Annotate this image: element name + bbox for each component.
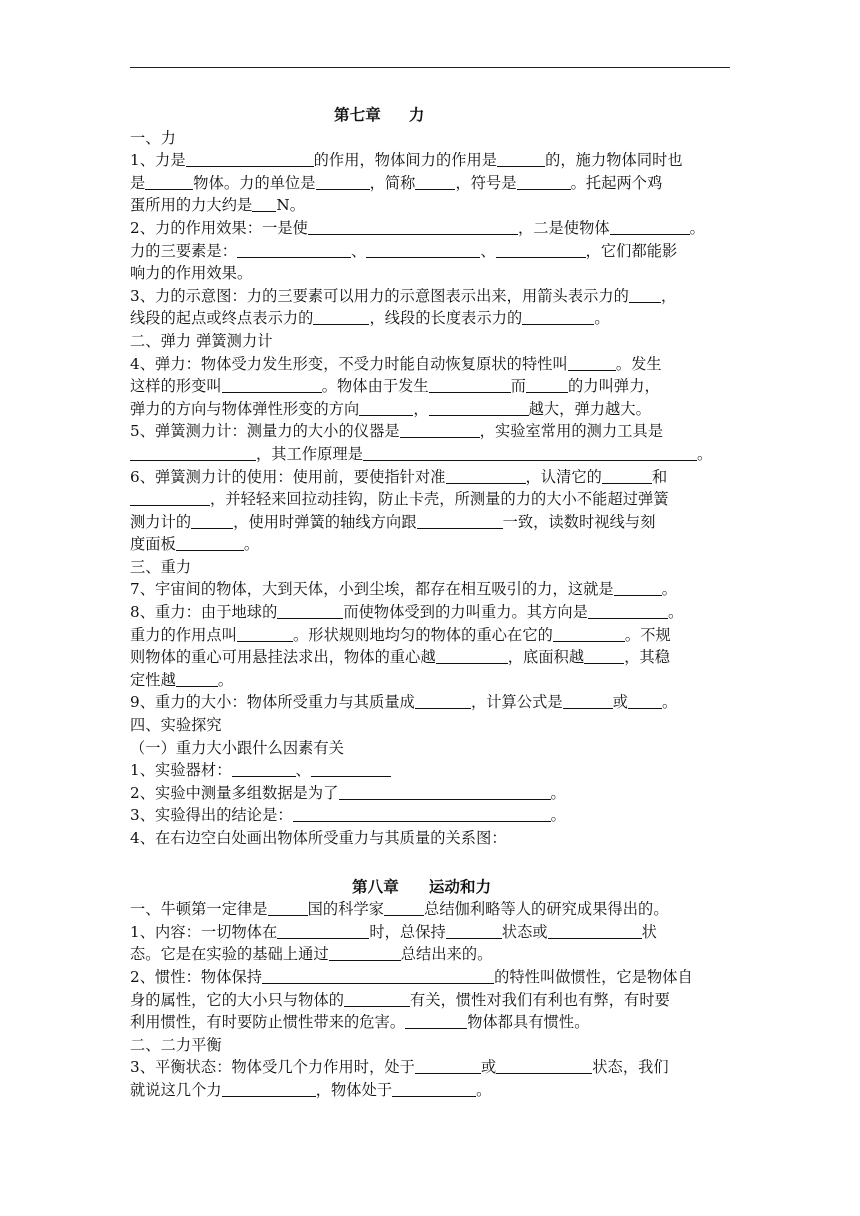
- blank[interactable]: [614, 580, 662, 596]
- blank[interactable]: [429, 400, 529, 416]
- ch8-q2-line-1: 2、惯性：物体保持 的特性叫做惯性，它是物体自: [130, 967, 693, 986]
- blank[interactable]: [446, 468, 526, 484]
- blank[interactable]: [186, 151, 314, 167]
- document-body: [130, 104, 730, 1102]
- blank[interactable]: [363, 445, 697, 461]
- blank[interactable]: [497, 151, 545, 167]
- blank[interactable]: [392, 1081, 476, 1097]
- chapter-8-number: 第八章: [352, 876, 399, 896]
- q3-line-1: 3、力的示意图：力的三要素可以用力的示意图表示出来，用箭头表示力的 ，: [130, 286, 677, 305]
- blank[interactable]: [237, 626, 293, 642]
- q3-line-2: 线段的起点或终点表示力的 ，线段的长度表示力的 。: [130, 309, 610, 328]
- q2-line-3: 响力的作用效果。: [130, 264, 253, 283]
- blank[interactable]: [517, 174, 571, 190]
- blank[interactable]: [308, 219, 518, 235]
- e4-line: 4、在右边空白处画出物体所受重力与其质量的关系图：: [130, 829, 507, 847]
- blank[interactable]: [602, 468, 652, 484]
- blank[interactable]: [400, 422, 480, 438]
- q5-line-2: ，其工作原理是 。: [130, 443, 730, 466]
- blank[interactable]: [130, 445, 256, 461]
- blank[interactable]: [277, 603, 343, 619]
- blank[interactable]: [548, 923, 642, 939]
- blank[interactable]: [237, 242, 351, 258]
- q5-line-1: 5、弹簧测力计：测量力的大小的仪器是 ，实验室常用的测力工具是: [130, 422, 664, 441]
- ch8-q1-line-2: 态。它是在实验的基础上通过 总结出来的。: [130, 945, 493, 964]
- blank[interactable]: [417, 513, 503, 529]
- chapter-gap: [130, 850, 730, 876]
- q8-line-2: 重力的作用点叫 。形状规则地均匀的物体的重心在它的 。不规: [130, 625, 671, 644]
- blank[interactable]: [384, 900, 424, 916]
- q6-line-3: 测力计的 ，使用时弹簧的轴线方向跟 一致，读数时视线与刻: [130, 512, 656, 531]
- q8-line-1: 8、重力：由于地球的 而使物体受到的力叫重力。其方向是 。: [130, 603, 684, 622]
- ch8-q3-line-1: 3、平衡状态：物体受几个力作用时，处于 或 状态，我们: [130, 1058, 669, 1077]
- q1-line-1: 1、力是 的作用，物体间力的作用是 的，施力物体同时也: [130, 151, 683, 170]
- blank[interactable]: [446, 923, 502, 939]
- blank[interactable]: [588, 603, 668, 619]
- blank[interactable]: [145, 174, 193, 190]
- q4-line-2: 这样的形变叫 。物体由于发生 而 的力叫弹力，: [130, 377, 660, 396]
- q6-line-2: ，并轻轻来回拉动挂钩，防止卡壳，所测量的力的大小不能超过弹簧: [130, 488, 730, 511]
- blank[interactable]: [344, 991, 410, 1007]
- blank[interactable]: [176, 535, 244, 551]
- blank[interactable]: [415, 174, 455, 190]
- blank[interactable]: [316, 174, 370, 190]
- chapter-8-name: 运动和力: [428, 876, 492, 896]
- section-elastic-force: 二、弹力 弹簧测力计: [130, 331, 273, 350]
- ch8-q2-line-2: 身的属性，它的大小只与物体的 有关，惯性对我们有利也有弊，有时要: [130, 990, 670, 1009]
- subsection-gravity-factors: （一）重力大小跟什么因素有关: [130, 738, 345, 757]
- blank[interactable]: [568, 355, 616, 371]
- section-equilibrium: 二、二力平衡: [130, 1035, 222, 1054]
- q8-line-4: 定性越 。: [130, 670, 234, 689]
- q9-line-1: 9、重力的大小：物体所受重力与其质量成 ，计算公式是 或 。: [130, 693, 678, 712]
- blank[interactable]: [277, 923, 369, 939]
- chapter-7-title: [130, 104, 730, 127]
- blank[interactable]: [176, 671, 218, 687]
- ch8-q1-line-1: 1、内容：一切物体在 时，总保持 状态或 状: [130, 922, 657, 941]
- blank[interactable]: [415, 1058, 481, 1074]
- q7-line-1: 7、宇宙间的物体，大到天体，小到尘埃，都存在相互吸引的力，这就是 。: [130, 580, 677, 599]
- header-rule: [130, 67, 730, 68]
- blank[interactable]: [293, 806, 551, 822]
- blank[interactable]: [252, 196, 276, 212]
- q6-line-4: 度面板 。: [130, 535, 260, 554]
- ch8-sec1-line: 一、牛顿第一定律是 国的科学家 总结伽利略等人的研究成果得出的。: [130, 900, 669, 919]
- section-force: 一、力: [130, 128, 176, 147]
- q1-line-3: 蛋所用的力大约是 N。: [130, 196, 305, 215]
- e1-line: 1、实验器材： 、: [130, 759, 730, 782]
- q6-line-1: 6、弹簧测力计的使用：使用前，要使指针对准 ，认清它的 和: [130, 467, 668, 486]
- q2-line-1: 2、力的作用效果：一是使 ，二是使物体 。: [130, 218, 705, 237]
- q4-line-3: 弹力的方向与物体弹性形变的方向 ， 越大，弹力越大。: [130, 399, 651, 418]
- blank[interactable]: [610, 219, 690, 235]
- section-gravity: 三、重力: [130, 557, 192, 576]
- blank[interactable]: [262, 968, 494, 984]
- blank[interactable]: [405, 1013, 467, 1029]
- blank[interactable]: [130, 490, 210, 506]
- ch8-q3-line-2: 就说这几个力 ，物体处于 。: [130, 1080, 492, 1099]
- e2-line: 2、实验中测量多组数据是为了 。: [130, 783, 566, 802]
- blank[interactable]: [496, 242, 586, 258]
- blank[interactable]: [191, 513, 233, 529]
- blank[interactable]: [268, 900, 308, 916]
- q8-line-3: 则物体的重心可用悬挂法求出，物体的重心越 ，底面积越 ，其稳: [130, 648, 671, 667]
- blank[interactable]: [628, 693, 662, 709]
- q2-line-2: 力的三要素是： 、 、 ，它们都能影: [130, 241, 678, 260]
- chapter-7-number: 第七章: [334, 105, 381, 124]
- blank[interactable]: [339, 784, 551, 800]
- blank[interactable]: [436, 648, 508, 664]
- blank[interactable]: [232, 761, 296, 777]
- blank[interactable]: [415, 693, 471, 709]
- ch8-q2-line-3: 利用惯性，有时要防止惯性带来的危害。 物体都具有惯性。: [130, 1013, 590, 1032]
- blank[interactable]: [311, 761, 391, 777]
- blank[interactable]: [526, 377, 568, 393]
- blank[interactable]: [496, 1058, 592, 1074]
- blank[interactable]: [629, 287, 661, 303]
- blank[interactable]: [222, 377, 322, 393]
- blank[interactable]: [563, 693, 613, 709]
- blank[interactable]: [553, 626, 625, 642]
- blank[interactable]: [366, 242, 480, 258]
- blank[interactable]: [329, 945, 401, 961]
- chapter-8-title: [130, 876, 730, 899]
- blank[interactable]: [222, 1081, 316, 1097]
- blank[interactable]: [522, 309, 594, 325]
- e3-line: 3、实验得出的结论是： 。: [130, 806, 566, 825]
- blank[interactable]: [313, 309, 369, 325]
- blank[interactable]: [429, 377, 511, 393]
- blank[interactable]: [359, 400, 413, 416]
- chapter-7-name: 力: [408, 105, 425, 124]
- blank[interactable]: [584, 648, 624, 664]
- section-experiment: 四、实验探究: [130, 716, 222, 735]
- q4-line-1: 4、弹力：物体受力发生形变，不受力时能自动恢复原状的特性叫 。发生: [130, 354, 662, 373]
- q1-line-2: 是 物体。力的单位是 ，简称 ，符号是 。托起两个鸡: [130, 173, 663, 192]
